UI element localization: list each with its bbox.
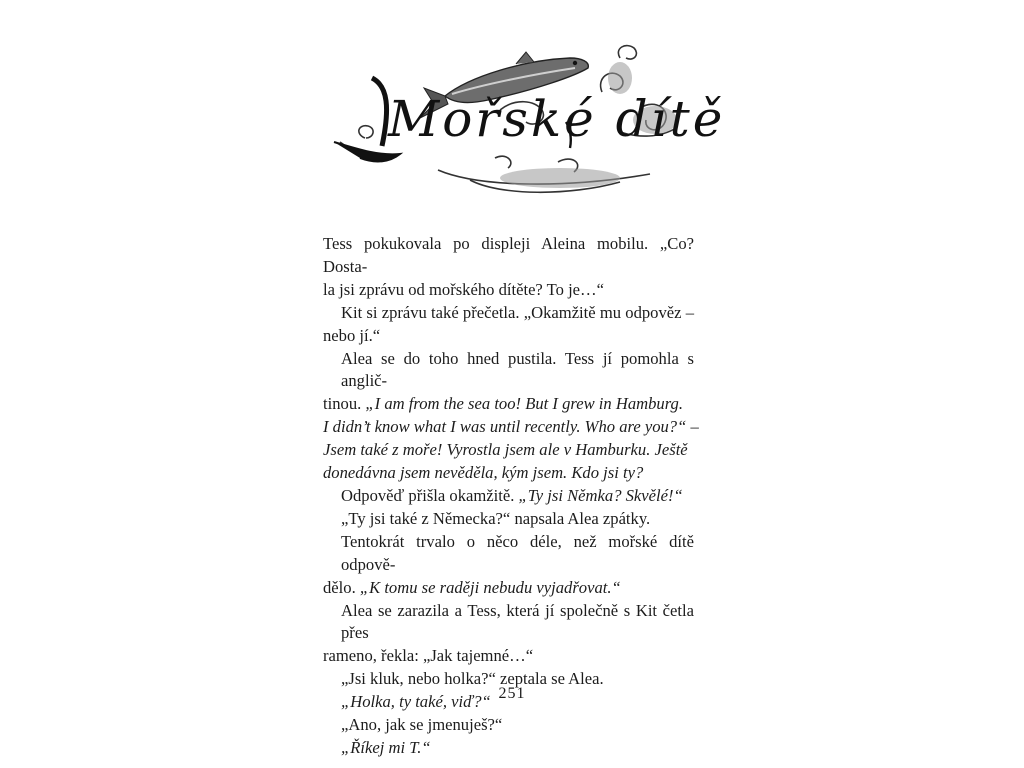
page-body bbox=[323, 233, 699, 760]
text-line: tinou. „I am from the sea too! But I grew in Hamburg. bbox=[323, 394, 683, 414]
text-line: „Holka, ty také, viď?“ bbox=[341, 692, 491, 712]
text-line: Odpověď přišla okamžitě. „Ty jsi Němka? Skvělé!“ bbox=[341, 485, 683, 505]
chapter-title: Mořské dítě bbox=[388, 90, 726, 148]
text-line: nebo jí.“ bbox=[323, 325, 381, 345]
page-number: 251 bbox=[498, 685, 526, 702]
text-line: rameno, řekla: „Jak tajemné…“ bbox=[323, 646, 534, 666]
text-line: Alea se zarazila a Tess, která jí společně s Kit četla přes bbox=[341, 600, 694, 643]
text-line: Tentokrát trvalo o něco déle, než mořské dítě odpově- bbox=[341, 531, 694, 574]
text-line: „Jsi kluk, nebo holka?“ zeptala se Alea. bbox=[341, 669, 604, 689]
text-line: „Ty jsi také z Německa?“ napsala Alea zpátky. bbox=[341, 508, 651, 528]
text-line: Jsem také z moře! Vyrostla jsem ale v Hamburku. Ještě bbox=[323, 440, 688, 460]
text-line: Tess pokukovala po displeji Aleina mobilu. „Co? Dosta- bbox=[323, 234, 694, 276]
text-line: „Říkej mi T.“ bbox=[341, 737, 431, 757]
text-line: la jsi zprávu od mořského dítěte? To je…“ bbox=[323, 279, 605, 299]
text-line: Kit si zprávu také přečetla. „Okamžitě mu odpověz – bbox=[341, 302, 694, 322]
text-line: Alea se do toho hned pustila. Tess jí pomohla s anglič- bbox=[341, 348, 694, 391]
text-line: dělo. „K tomu se raději nebudu vyjadřovat.“ bbox=[323, 577, 621, 597]
text-line: „Ano, jak se jmenuješ?“ bbox=[341, 715, 503, 735]
text-line: donedávna jsem nevěděla, kým jsem. Kdo jsi ty? bbox=[323, 463, 644, 483]
text-line: I didn’t know what I was until recently. Who are you?“ – bbox=[323, 417, 699, 437]
